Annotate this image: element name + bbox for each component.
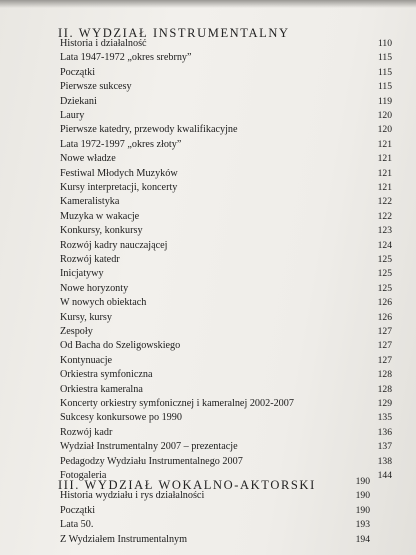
toc-entry [60, 240, 392, 254]
toc-entry [60, 534, 370, 548]
toc-entry-title: Wydział Instrumentalny 2007 – prezentacje [60, 441, 238, 453]
section-heading-vocal-acting: III. WYDZIAŁ WOKALNO-AKTORSKI [58, 478, 316, 492]
toc-entry-title: W nowych obiektach [60, 297, 147, 309]
toc-entry-title: Orkiestra symfoniczna [60, 369, 153, 381]
toc-entry [60, 168, 392, 182]
toc-entry-page-number: 136 [377, 426, 392, 438]
toc-entry [60, 456, 392, 470]
toc-entry [60, 519, 370, 533]
toc-entry-title: Nowe władze [60, 153, 116, 165]
toc-entry [60, 153, 392, 167]
toc-entry [60, 38, 392, 52]
toc-entry-page-number: 128 [377, 369, 392, 381]
toc-entry-title: Kontynuacje [60, 354, 113, 366]
toc-entry-page-number: 120 [377, 124, 392, 136]
toc-entry [60, 52, 392, 66]
toc-entry-page-number: 128 [377, 383, 392, 395]
toc-entry-page-number: 190 [355, 490, 370, 502]
toc-entry-page-number: 126 [377, 297, 392, 309]
toc-entry-page-number: 121 [377, 167, 392, 179]
toc-entry-page-number: 123 [377, 225, 392, 237]
toc-entry-title: Inicjatywy [60, 268, 104, 280]
toc-entry-page-number: 121 [377, 182, 392, 193]
toc-entry [60, 254, 392, 268]
toc-entry [60, 441, 392, 455]
section-heading-instrumental: II. WYDZIAŁ INSTRUMENTALNY [58, 26, 290, 40]
toc-entry [60, 110, 392, 124]
toc-entry-title: Fotogaleria [60, 470, 107, 481]
toc-entry [60, 490, 370, 504]
toc-entry [60, 312, 392, 326]
toc-entry-page-number: 120 [377, 110, 392, 121]
toc-entry-page-number: 138 [377, 455, 392, 467]
toc-entry-page-number: 125 [377, 282, 392, 294]
toc-entry [60, 283, 392, 297]
toc-entry-title: Lata 1947-1972 „okres srebrny” [60, 52, 192, 64]
toc-entry [60, 369, 392, 383]
toc-entry [60, 412, 392, 426]
toc-entry-title: Historia wydziału i rys działalności [60, 490, 205, 502]
toc-entry-title: Pierwsze sukcesy [60, 81, 132, 93]
toc-entry-title: Lata 1972-1997 „okres złoty” [60, 138, 182, 150]
toc-entry-title: Od Bacha do Szeligowskiego [60, 340, 181, 352]
toc-entry-title: Konkursy, konkursy [60, 225, 143, 237]
toc-entry-title: Pierwsze katedry, przewody kwalifikacyjne [60, 124, 238, 136]
toc-entry-page-number: 121 [377, 153, 392, 165]
toc-entry-title: Rozwój kadry nauczającej [60, 239, 168, 251]
toc-entry-page-number: 127 [377, 340, 392, 352]
toc-entry [60, 67, 392, 81]
toc-entry-page-number: 115 [377, 52, 392, 64]
toc-entry [60, 476, 370, 490]
toc-entry [60, 81, 392, 95]
toc-entry-title: Laury [60, 110, 85, 121]
toc-entry-page-number: 125 [377, 268, 392, 280]
toc-entry-title: Rozwój kadr [60, 426, 113, 438]
toc-entry-page-number: 127 [377, 354, 392, 366]
toc-entry-page-number: 190 [355, 504, 370, 516]
toc-entry-page-number: 193 [355, 519, 370, 531]
toc-entry-page-number: 124 [377, 239, 392, 251]
toc-entry-title: Historia i działalność [60, 38, 147, 49]
toc-entry [60, 355, 392, 369]
toc-entry-page-number: 115 [377, 66, 392, 78]
toc-entry-page-number: 194 [355, 533, 370, 545]
toc-entry [60, 297, 392, 311]
toc-entry [60, 427, 392, 441]
toc-entry-page-number: 125 [377, 254, 392, 265]
toc-entry-title: Początki [60, 66, 96, 78]
toc-entry-title: Zespoły [60, 326, 93, 337]
toc-entry [60, 398, 392, 412]
toc-entry [60, 384, 392, 398]
toc-entry-page-number: 126 [377, 311, 392, 323]
toc-entry-title: Nowe horyzonty [60, 282, 129, 294]
toc-entry-page-number: 144 [377, 470, 392, 481]
toc-entry [60, 505, 370, 519]
toc-entry-title: Początki [60, 504, 96, 516]
toc-entry [60, 211, 392, 225]
toc-entry-title: Kursy, kursy [60, 311, 112, 323]
toc-entry-page-number: 135 [377, 412, 392, 424]
toc-entry [60, 268, 392, 282]
toc-entry-title: Z Wydziałem Instrumentalnym [60, 533, 188, 545]
toc-entry [60, 124, 392, 138]
toc-entry [60, 340, 392, 354]
toc-entry-page-number: 129 [377, 398, 392, 409]
toc-entry-title: Koncerty orkiestry symfonicznej i kameralnej 2002-2007 [60, 398, 294, 409]
toc-entry-title: Lata 50. [60, 519, 94, 531]
toc-entry-page-number: 122 [377, 210, 392, 222]
toc-entry-page-number: 119 [377, 95, 392, 107]
toc-entry-title: Kursy interpretacji, koncerty [60, 182, 178, 193]
toc-entry-page-number: 190 [355, 476, 370, 487]
toc-entry-page-number: 127 [377, 326, 392, 337]
toc-entry-page-number: 115 [377, 81, 392, 93]
toc-entry [60, 182, 392, 196]
toc-entry-page-number: 121 [377, 138, 392, 150]
toc-entry [60, 225, 392, 239]
toc-entry-page-number: 122 [377, 196, 392, 208]
toc-entry [60, 196, 392, 210]
toc-entry [60, 139, 392, 153]
toc-entry-title: Orkiestra kameralna [60, 383, 143, 395]
toc-entry [60, 326, 392, 340]
page-top-shadow [0, 0, 416, 8]
toc-entry-page-number: 137 [377, 441, 392, 453]
toc-entry [60, 96, 392, 110]
toc-entry-title: Dziekani [60, 95, 97, 107]
toc-entry-title: Festiwal Młodych Muzyków [60, 167, 178, 179]
toc-entry-title: Pedagodzy Wydziału Instrumentalnego 2007 [60, 455, 243, 467]
toc-entry-title: Muzyka w wakacje [60, 210, 140, 222]
toc-entry-title: Kameralistyka [60, 196, 120, 208]
toc-entry-title: Sukcesy konkursowe po 1990 [60, 412, 182, 424]
toc-entry-title: Rozwój katedr [60, 254, 120, 265]
toc-entry-page-number: 110 [377, 38, 392, 49]
